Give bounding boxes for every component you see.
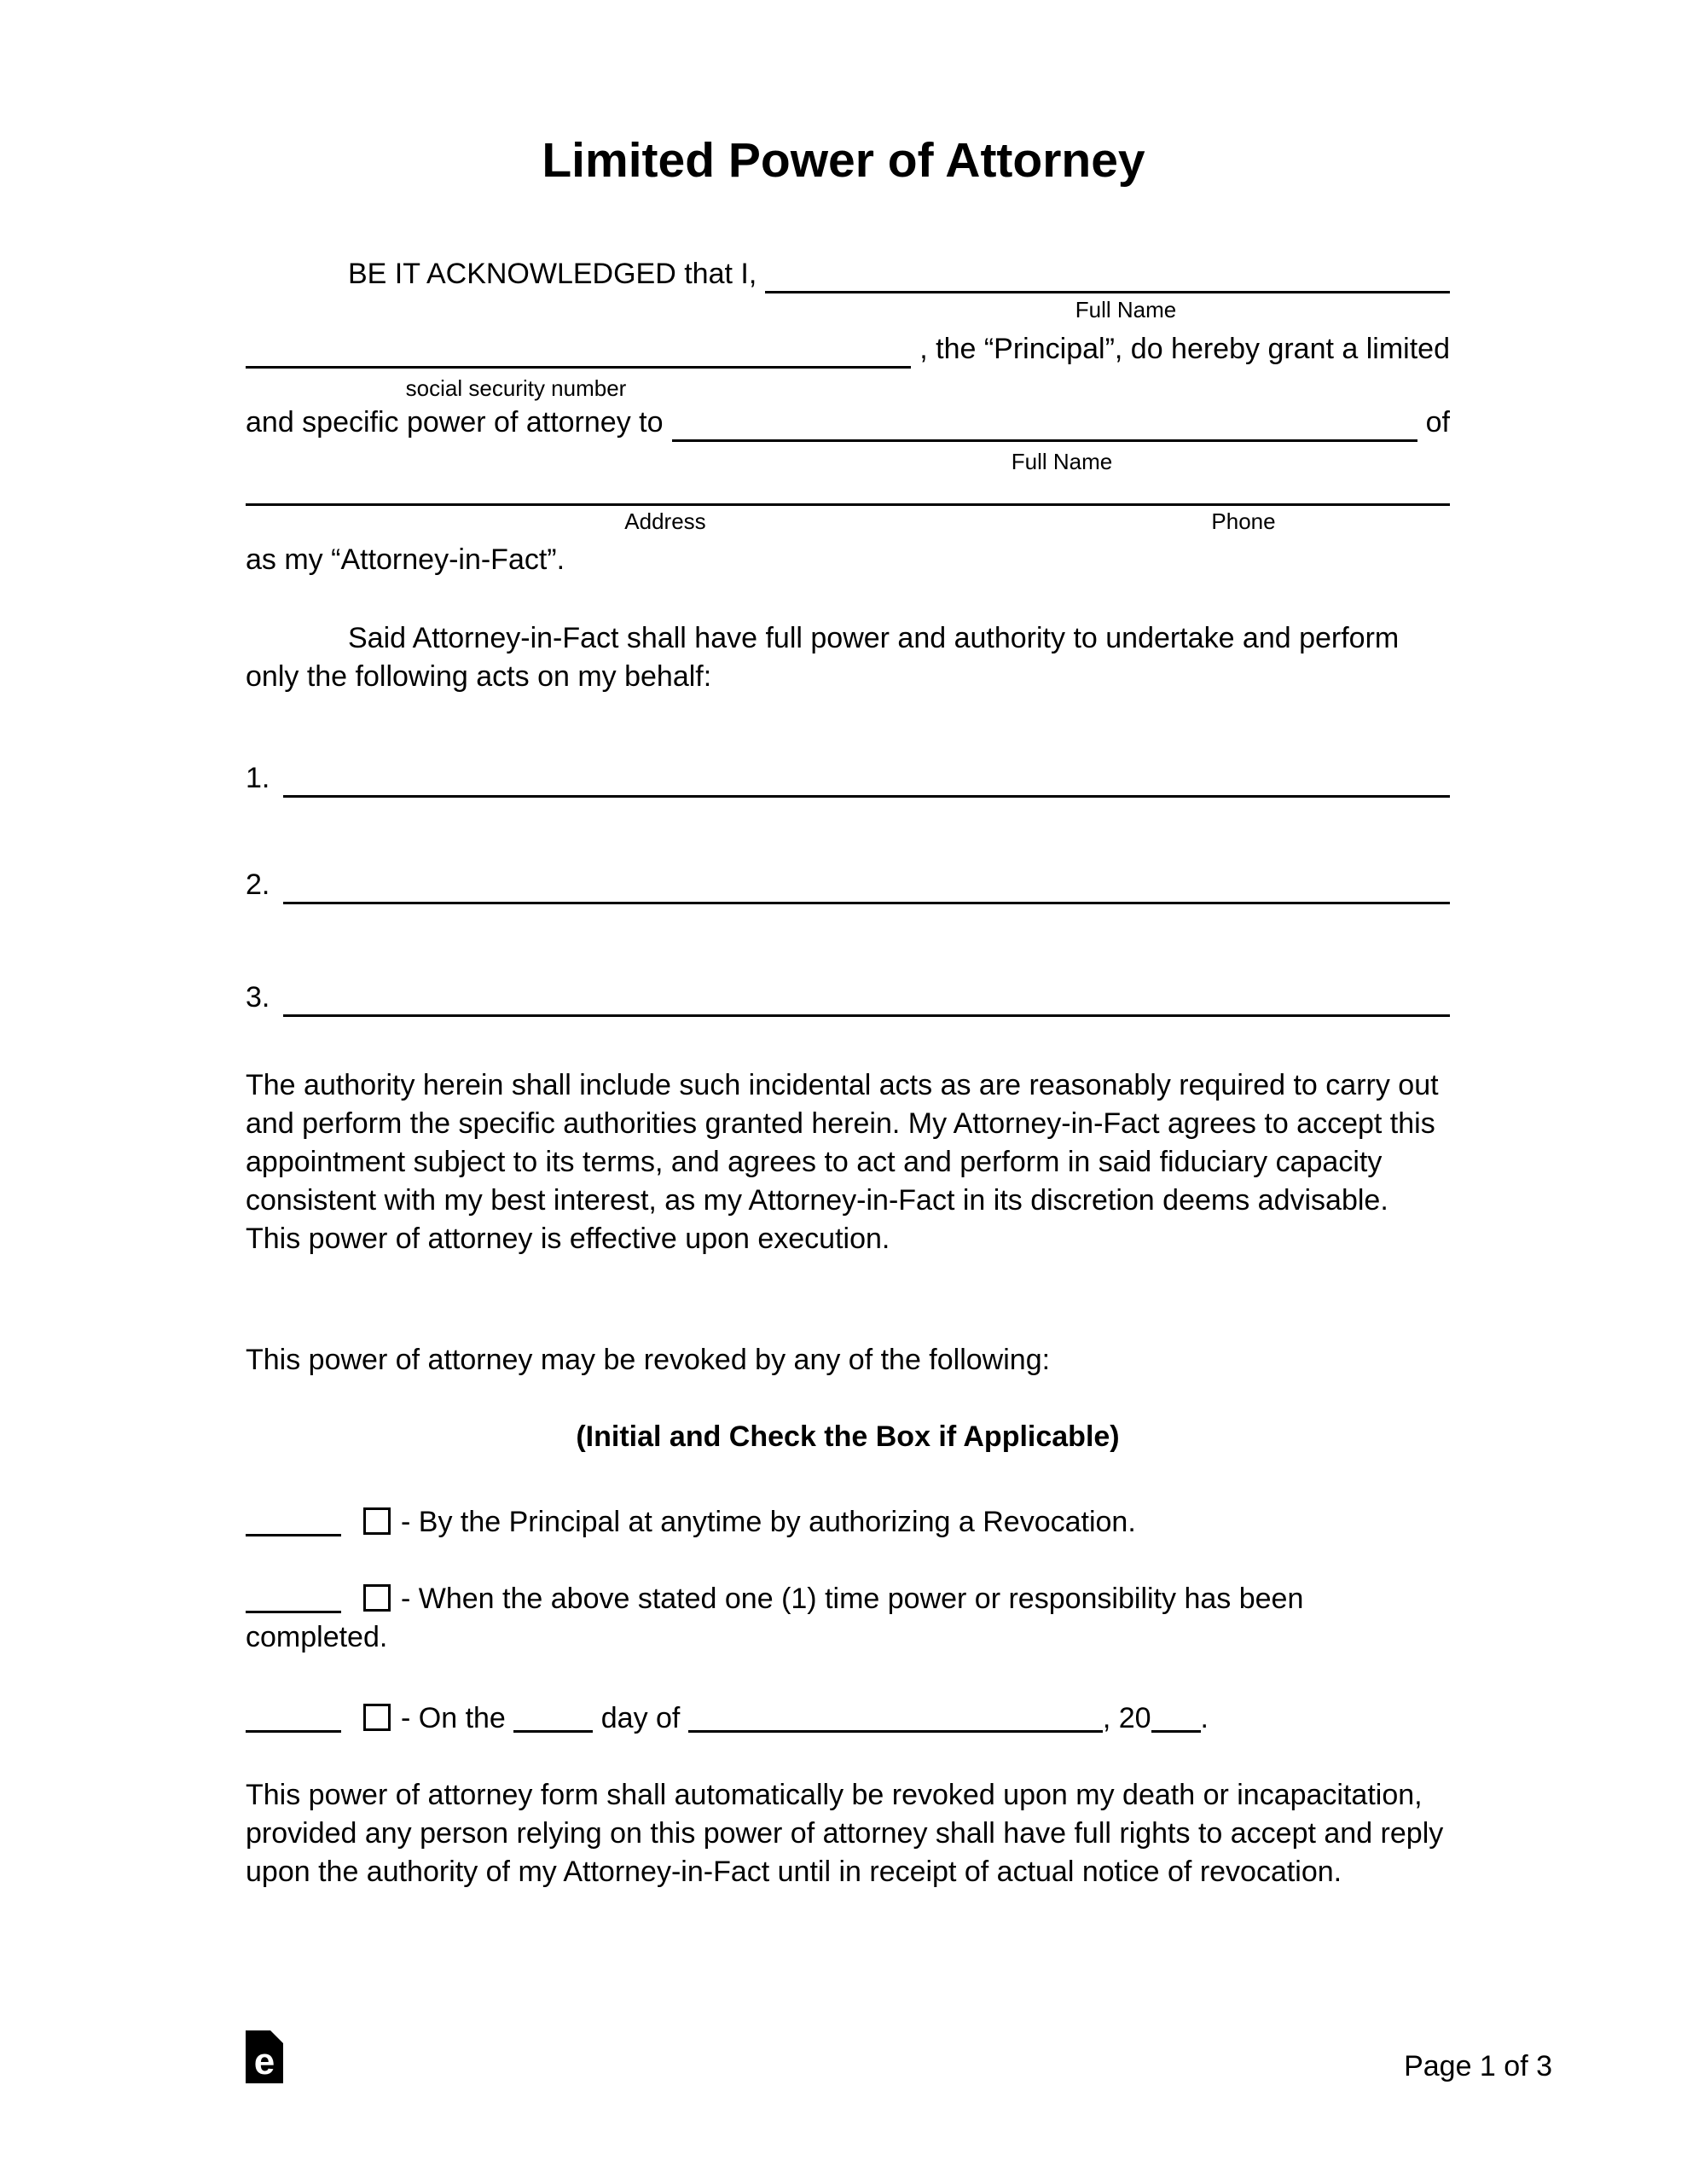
day-field[interactable]	[513, 1705, 593, 1733]
attorney-name-field[interactable]	[672, 405, 1417, 442]
power-item-1	[246, 757, 1450, 798]
address-label: Address	[624, 508, 706, 534]
full-name-label: Full Name	[1075, 297, 1177, 322]
grant-clause-line	[246, 401, 1450, 442]
powers-intro-paragraph: Said Attorney-in-Fact shall have full power and authority to undertake and perform only the following acts on my behalf:	[246, 622, 1400, 693]
principal-clause-text: , the “Principal”, do hereby grant a limited	[919, 333, 1450, 365]
power-item-2	[246, 863, 1450, 904]
principal-name-field[interactable]	[765, 257, 1450, 293]
option-date-mid-text: day of	[600, 1702, 681, 1734]
option-completed-text: - When the above stated one (1) time power or responsibility has been completed.	[246, 1583, 1304, 1653]
of-text: of	[1425, 406, 1450, 439]
phone-label: Phone	[1211, 508, 1276, 534]
revocation-option-date	[246, 1699, 1450, 1738]
eforms-e-icon: e	[253, 2041, 275, 2082]
power-description-field-3[interactable]	[283, 980, 1450, 1017]
power-description-field-2[interactable]	[283, 868, 1450, 904]
address-phone-field[interactable]	[246, 465, 1450, 506]
full-name-label-2: Full Name	[1011, 449, 1113, 474]
grant-clause-text: and specific power of attorney to	[246, 406, 664, 439]
revocation-intro: This power of attorney may be revoked by any of the following:	[246, 1344, 1051, 1376]
termination-paragraph: This power of attorney form shall automatically be revoked upon my death or incapacitation, provided any person relying on this power of attorney shall have full rights to accept and reply upon the authority of my Attorney-in-Fact until in receipt of actual notice of revocation.	[246, 1779, 1444, 1888]
attorney-in-fact-line: as my “Attorney-in-Fact”.	[246, 543, 565, 576]
instruction-heading: (Initial and Check the Box if Applicable)	[576, 1420, 1120, 1453]
power-item-3	[246, 976, 1450, 1017]
option-date-end-text: .	[1200, 1702, 1209, 1734]
year-field[interactable]	[1151, 1705, 1201, 1733]
initials-field-3[interactable]	[246, 1705, 341, 1733]
initials-field-1[interactable]	[246, 1508, 341, 1536]
month-field[interactable]	[688, 1705, 1103, 1733]
checkbox-icon[interactable]	[363, 1507, 391, 1535]
checkbox-icon[interactable]	[363, 1704, 391, 1731]
list-item-number-2: 2.	[246, 868, 270, 901]
initials-field-2[interactable]	[246, 1585, 341, 1613]
page-number: Page 1 of 3	[1404, 2050, 1552, 2082]
acknowledgment-line	[246, 253, 1450, 293]
option-principal-text: - By the Principal at anytime by authorizing a Revocation.	[401, 1506, 1136, 1538]
revocation-option-completed	[246, 1580, 1450, 1657]
option-date-year-text: , 20	[1102, 1702, 1151, 1734]
list-item-number-3: 3.	[246, 981, 270, 1014]
power-description-field-1[interactable]	[283, 761, 1450, 798]
ssn-label: social security number	[405, 375, 627, 401]
list-item-number-1: 1.	[246, 762, 270, 794]
option-date-prefix-text: - On the	[401, 1702, 506, 1734]
revocation-option-principal	[246, 1503, 1450, 1542]
principal-clause-line	[246, 328, 1450, 369]
acknowledgment-text: BE IT ACKNOWLEDGED that I,	[348, 258, 757, 290]
page-title: Limited Power of Attorney	[542, 133, 1145, 188]
checkbox-icon[interactable]	[363, 1584, 391, 1612]
authority-paragraph: The authority herein shall include such incidental acts as are reasonably required to carry out and perform the specific authorities granted herein. My Attorney-in-Fact agrees to accept this appointment subject to its terms, and agrees to act and perform in said fiduciary capacity consistent with my best interest, as my Attorney-in-Fact in its discretion deems advisable. This power of attorney is effective upon execution.	[246, 1069, 1439, 1255]
eforms-logo	[246, 2030, 283, 2083]
ssn-field[interactable]	[246, 332, 911, 369]
